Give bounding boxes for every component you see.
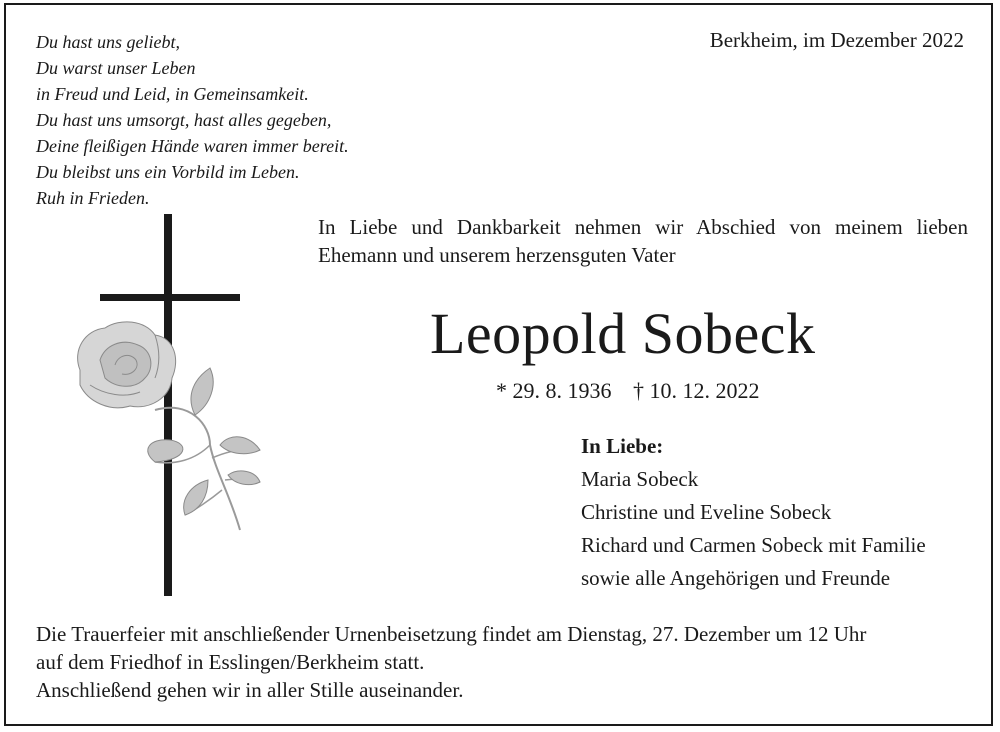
poem-line: Ruh in Frieden.: [36, 188, 150, 208]
mourner-name: Christine und Eveline Sobeck: [581, 500, 832, 524]
poem-line: Du warst unser Leben: [36, 58, 196, 78]
poem-line: Du bleibst uns ein Vorbild im Leben.: [36, 162, 300, 182]
funeral-info: [36, 620, 866, 704]
mourners-heading: In Liebe:: [581, 434, 664, 458]
mourner-name: sowie alle Angehörigen und Freunde: [581, 566, 891, 590]
funeral-line: Anschließend gehen wir in aller Stille auseinander.: [36, 678, 464, 702]
place-date: Berkheim, im Dezember 2022: [709, 28, 964, 52]
poem-line: in Freud und Leid, in Gemeinsamkeit.: [36, 84, 309, 104]
mourner-name: Maria Sobeck: [581, 467, 699, 491]
mourner-name: Richard und Carmen Sobeck mit Familie: [581, 533, 926, 557]
memorial-poem: [36, 29, 349, 211]
poem-line: Du hast uns geliebt,: [36, 32, 180, 52]
funeral-line: auf dem Friedhof in Esslingen/Berkheim statt.: [36, 650, 425, 674]
cross-rose-illustration: [60, 210, 270, 600]
deceased-name: Leopold Sobeck: [430, 301, 816, 366]
poem-line: Du hast uns umsorgt, hast alles gegeben,: [36, 110, 332, 130]
mourners-list: [581, 430, 926, 595]
life-dates: [496, 378, 760, 404]
funeral-line: Die Trauerfeier mit anschließender Urnenbeisetzung findet am Dienstag, 27. Dezember um 12 Uhr: [36, 622, 867, 646]
poem-line: Deine fleißigen Hände waren immer bereit.: [36, 136, 349, 156]
death-date: † 10. 12. 2022: [633, 378, 760, 403]
intro-text: In Liebe und Dankbarkeit nehmen wir Abschied von meinem lieben Ehemann und unserem herzensguten Vater: [318, 215, 968, 267]
birth-date: * 29. 8. 1936: [496, 378, 612, 403]
